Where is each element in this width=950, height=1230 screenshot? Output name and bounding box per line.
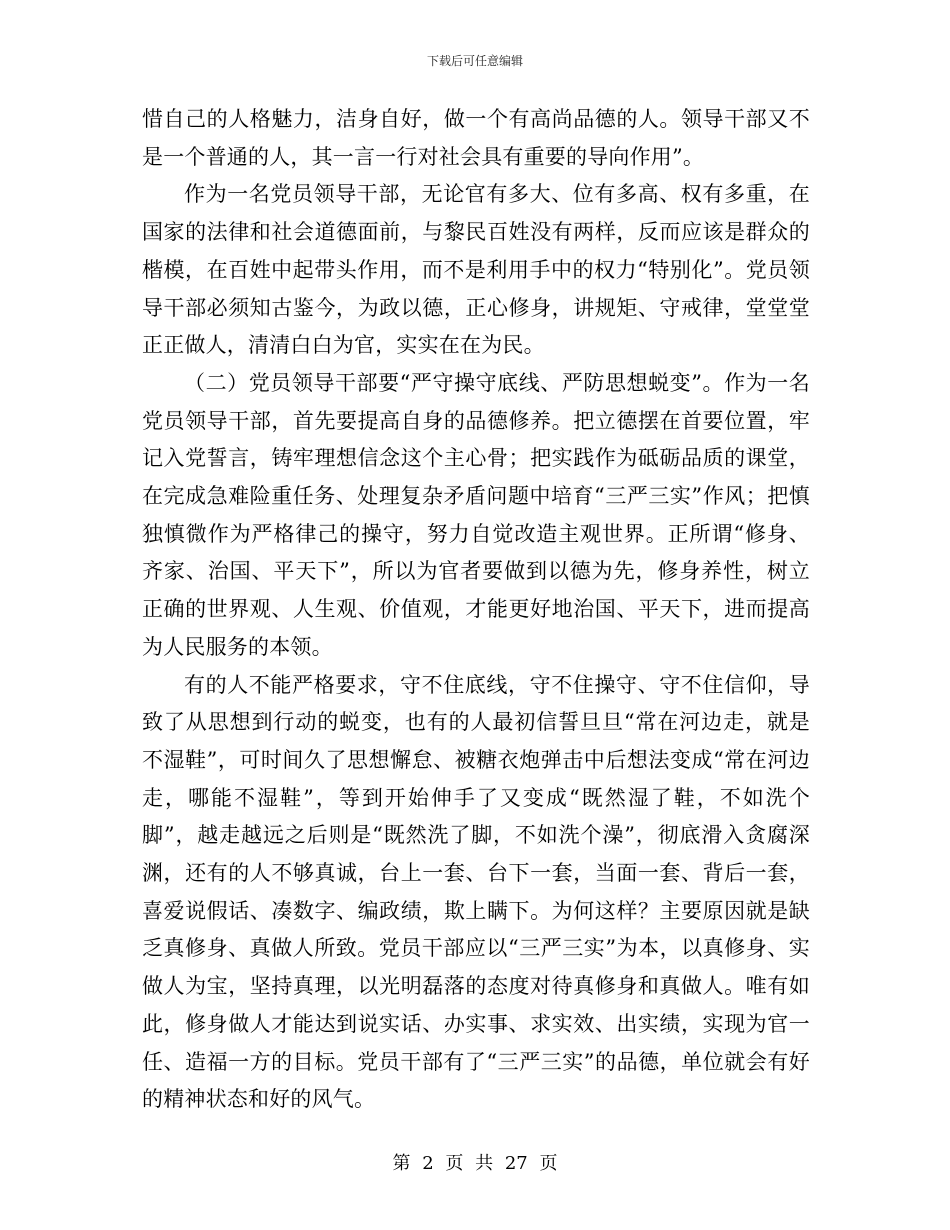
paragraph: 惜自己的人格魅力，洁身自好，做一个有高尚品德的人。领导干部又不是一个普通的人，其一言一行对社会具有重要的导向作用”。 [142, 107, 810, 169]
document-body [142, 101, 810, 1119]
page-number-footer: 第 2 页 共 27 页 [392, 1153, 558, 1174]
page-header: 下载后可任意编辑 [426, 54, 523, 68]
paragraph: 作为一名党员领导干部，无论官有多大、位有多高、权有多重，在国家的法律和社会道德面前，与黎民百姓没有两样，反而应该是群众的楷模，在百姓中起带头作用，而不是利用手中的权力“特别化”。党员领导干部必须知古鉴今，为政以德，正心修身，讲规矩、守戒律，堂堂堂正正做人，清清白白为官，实实在在为民。 [142, 182, 810, 358]
paragraph: （二）党员领导干部要“严守操守底线、严防思想蜕变”。作为一名党员领导干部，首先要提高自身的品德修养。把立德摆在首要位置，牢记入党誓言，铸牢理想信念这个主心骨；把实践作为砥砺品质的课堂，在完成急难险重任务、处理复杂矛盾问题中培育“三严三实”作风；把慎独慎微作为严格律己的操守，努力自觉改造主观世界。正所谓“修身、齐家、治国、平天下”，所以为官者要做到以德为先，修身养性，树立正确的世界观、人生观、价值观，才能更好地治国、平天下，进而提高为人民服务的本领。 [142, 370, 810, 659]
paragraph: 有的人不能严格要求，守不住底线，守不住操守、守不住信仰，导致了从思想到行动的蜕变，也有的人最初信誓旦旦“常在河边走，就是不湿鞋”，可时间久了思想懈怠、被糖衣炮弹击中后想法变成“常在河边走，哪能不湿鞋”，等到开始伸手了又变成“既然湿了鞋，不如洗个脚”，越走越远之后则是“既然洗了脚，不如洗个澡”，彻底滑入贪腐深渊，还有的人不够真诚，台上一套、台下一套，当面一套、背后一套，喜爱说假话、凑数字、编政绩，欺上瞒下。为何这样？主要原因就是缺乏真修身、真做人所致。党员干部应以“三严三实”为本，以真修身、实做人为宝，坚持真理，以光明磊落的态度对待真修身和真做人。唯有如此，修身做人才能达到说实话、办实事、求实效、出实绩，实现为官一任、造福一方的目标。党员干部有了“三严三实”的品德，单位就会有好的精神状态和好的风气。 [142, 672, 810, 1112]
